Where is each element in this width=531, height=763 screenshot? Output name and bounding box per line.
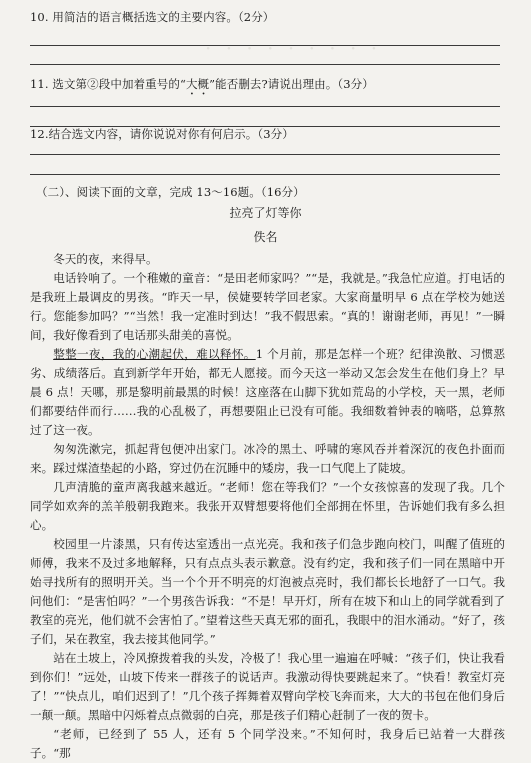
paragraph: 站在土坡上，冷风撩拨着我的头发，冷极了！我心里一遍遍在呼喊：“孩子们，快让我看到你们！”远处，山坡下传来一群孩子的说话声。我激动得快要跳起来了。“快看！教室灯亮了！”“快点儿，咱们迟到了！”几个孩子挥舞着双臂向学校飞奔而来，大大的书包在他们身后一颠一颠。黑暗中闪烁着点点微弱的白亮，那是孩子们精心赶制了一夜的贺卡。 xyxy=(30,651,505,722)
question-11-pre: 11. 选文第②段中加着重号的“ xyxy=(30,77,186,91)
article-title: 拉亮了灯等你 xyxy=(229,206,302,220)
answer-line xyxy=(30,45,500,46)
answer-line xyxy=(30,154,500,155)
paragraph: 几声清脆的童声离我越来越近。“老师！您在等我们？”一个女孩惊喜的发现了我。几个同学如欢奔的羔羊般朝我跑来。我张开双臂想要将他们全部拥在怀里，告诉她们我有多么担心。 xyxy=(30,480,505,532)
answer-line xyxy=(30,106,500,107)
underlined-sentence: 整整一夜，我的心潮起伏，难以释怀。 xyxy=(53,347,256,361)
question-11 xyxy=(30,76,374,98)
question-11-post: ”能否删去?请说出理由。（3分） xyxy=(209,77,374,91)
paragraph: 冬天的夜，来得早。 xyxy=(53,252,158,266)
paragraph: 校园里一片漆黑，只有传达室透出一点光亮。我和孩子们急步跑向校门，叫醒了值班的师傅，我来不及过多地解释，只有点点头表示歉意。没有约定，我和孩子们一同在黑暗中开始寻找所有的照明开关。当一个个开不明亮的灯泡被点亮时，我们都长长地舒了一口气。我问他们：“是害怕吗？”一个男孩告诉我：“不是！早开灯，所有在坡下和山上的同学就看到了教室的亮光，他们就不会害怕了。”望着这些天真无邪的面孔，我眼中的泪水涌动。“好了，孩子们，呆在教室，我去接其他同学。” xyxy=(30,537,505,646)
article-author: 佚名 xyxy=(253,230,278,244)
paragraph: 电话铃响了。一个稚嫩的童音：“是田老师家吗？”“是，我就是。”我急忙应道。打电话的是我班上最调皮的男孩。“昨天一早，侯婕要转学回老家。大家商量明早 6 点在学校为她送行。您能参加吗？”“当然！我一定准时到达！”我不假思索。“真的！谢谢老师，再见！”一瞬间，我好像看到了电话那头甜美的喜悦。 xyxy=(30,271,505,342)
paragraph: 匆匆洗漱完，抓起背包便冲出家门。冰冷的黑土、呼啸的寒风吞并着深沉的夜色扑面而来。踩过煤渣垫起的小路，穿过仍在沉睡中的矮房，我一口气爬上了陡坡。 xyxy=(30,442,505,475)
article-body xyxy=(30,250,505,763)
paragraph: “老师，已经到了 55 人，还有 5 个同学没来。”不知何时，我身后已站着一大群孩子。“那 xyxy=(30,727,505,760)
bleed-through-watermark: · · · · · · · · · xyxy=(205,36,382,60)
emphasized-word: 大概 xyxy=(185,77,210,91)
answer-line xyxy=(30,174,500,175)
section-heading: （二）、阅读下面的文章，完成 13～16题。（16分） xyxy=(36,185,305,199)
answer-line xyxy=(30,64,500,65)
question-12: 12.结合选文内容，请你说说对你有何启示。（3分） xyxy=(30,127,294,141)
paragraph xyxy=(30,345,505,440)
question-10: 10. 用简洁的语言概括选文的主要内容。（2分） xyxy=(30,10,275,24)
paragraph-rest: 1 个月前，那是怎样一个班？纪律涣散、习惯恶劣、成绩落后。直到新学年开始，都无人愿接。而今天这一举动又怎会发生在他们身上？早晨 6 点！天哪，那是黎明前最黑的时候！这座落在山脚下犹如荒岛的小学校，天一黑，老师们都要结伴而行……我的心乱极了，再想要阻止已没有可能。我细数着钟表的嘀嗒，总算熬过了这一夜。 xyxy=(30,347,505,437)
